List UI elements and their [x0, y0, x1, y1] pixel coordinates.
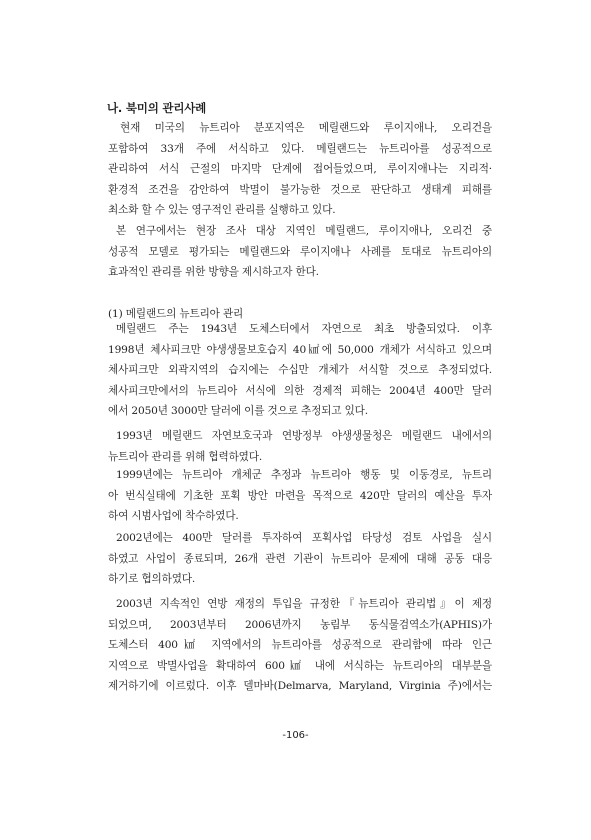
paragraph-5: [108, 594, 492, 697]
text-line: 최소화 할 수 있는 영구적인 관리를 실행하고 있다.: [108, 204, 336, 217]
text-line: 되었으며, 2003년부터 2006년까지 농림부 동식물검역소가(APHIS)가: [108, 618, 492, 631]
text-line: 체사피크만 외곽지역의 습지에는 수십만 개체가 서식할 것으로 추정되었다.: [108, 364, 492, 377]
text-line: 지역으로 박멸사업을 확대하여 600㎢ 내에 서식하는 뉴트리아의 대부분을: [108, 659, 492, 672]
paragraph-2: [108, 426, 492, 467]
text-line: 포함하여 33개 주에 서식하고 있다. 메릴랜드는 뉴트리아를 성공적으로: [108, 142, 492, 155]
text-line: 효과적인 관리를 위한 방향을 제시하고자 한다.: [108, 266, 319, 279]
paragraph-3: [108, 465, 492, 527]
paragraph-1: [108, 319, 492, 422]
text-line: 1993년 메릴랜드 자연보호국과 연방정부 야생생물청은 메릴랜드 내에서의: [116, 430, 492, 442]
text-line: 성공적 모델로 평가되는 메릴랜드와 루이지애나 사례를 토대로 뉴트리아의: [108, 245, 492, 258]
text-line: 2002년에는 400만 달러를 투자하여 포획사업 타당성 검토 사업을 실시: [116, 532, 492, 544]
text-line: 현재 미국의 뉴트리아 분포지역은 메릴랜드와 루이지애나, 오리건을: [120, 122, 492, 134]
text-line: 아 번식실태에 기초한 포획 방안 마련을 목적으로 420만 달러의 예산을 투자: [108, 489, 492, 502]
subsection-heading: (1) 메릴랜드의 뉴트리아 관리: [108, 308, 244, 320]
text-line: 관리하여 서식 근절의 마지막 단계에 접어들었으며, 루이지애나는 지리적·: [108, 163, 492, 176]
text-line: 하여 시범사업에 착수하였다.: [108, 510, 239, 523]
intro-block: [108, 118, 492, 283]
text-line: 에서 2050년 3000만 달러에 이를 것으로 추정되고 있다.: [108, 405, 368, 418]
text-line: 체사피크만에서의 뉴트리아 서식에 의한 경제적 피해는 2004년 400만 달러: [108, 384, 492, 397]
text-line: 뉴트리아 관리를 위해 협력하였다.: [108, 450, 263, 463]
section-heading: 나. 북미의 관리사례: [107, 101, 207, 115]
text-line: 환경적 조건을 감안하여 박멸이 불가능한 것으로 판단하고 생태계 피해를: [108, 183, 492, 196]
text-line: 1998년 체사피크만 야생생물보호습지 40㎢에 50,000 개체가 서식하고 있으며: [108, 343, 492, 356]
text-line: 하기로 협의하였다.: [108, 573, 196, 586]
text-line: 도체스터 400㎢ 지역에서의 뉴트리아를 성공적으로 관리함에 따라 인근: [108, 639, 492, 652]
text-line: 1999년에는 뉴트리아 개체군 추정과 뉴트리아 행동 및 이동경로, 뉴트리: [116, 469, 492, 481]
paragraph-4: [108, 528, 492, 590]
text-line: 제거하기에 이르렀다. 이후 델마바(Delmarva, Maryland, Virginia 주)에서는: [108, 680, 492, 693]
text-line: 2003년 지속적인 연방 재정의 투입을 규정한『뉴트리아 관리법』이 제정: [116, 598, 492, 610]
text-line: 메릴랜드 주는 1943년 도체스터에서 자연으로 최초 방출되었다. 이후: [116, 323, 492, 335]
text-line: 하였고 사업이 종료되며, 26개 관련 기관이 뉴트리아 문제에 대해 공동 대응: [108, 552, 492, 565]
text-line: 본 연구에서는 현장 조사 대상 지역인 메릴랜드, 루이지애나, 오리건 중: [116, 224, 492, 237]
page-number: -106-: [282, 730, 309, 741]
